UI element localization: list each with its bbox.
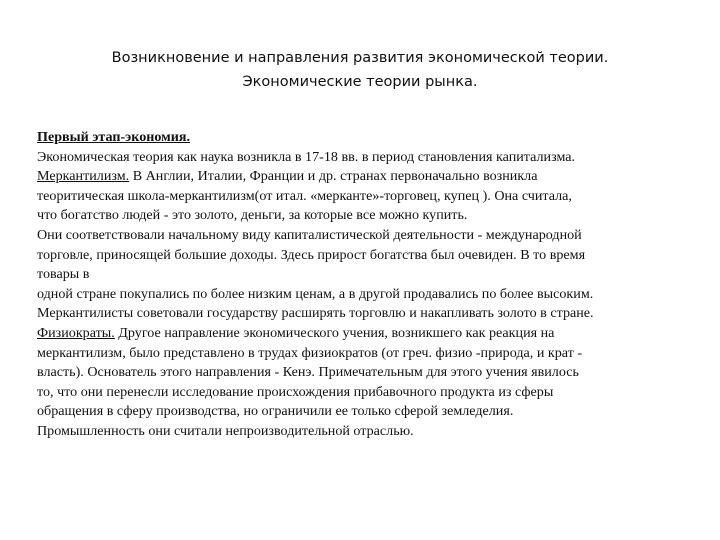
section-heading [37, 128, 687, 148]
text-span: В Англии, Италии, Франции и др. странах первоначально возникла [129, 168, 538, 185]
term-mercantilism: Меркантилизм. [37, 168, 130, 185]
slide-body [37, 128, 687, 442]
heading-text: Первый этап-экономия. [37, 129, 191, 145]
title-line-2: Экономические теории рынка. [242, 74, 478, 90]
text-line: обращения в сферу производства, но ограничили ее только сферой земледелия. [37, 403, 514, 420]
text-line [37, 167, 687, 187]
text-line: то, что они перенесли исследование происхождения прибавочного продукта из сферы [37, 383, 554, 400]
text-line: товары в [37, 266, 90, 283]
slide-title [60, 46, 660, 94]
title-line-1: Возникновение и направления развития экономической теории. [111, 50, 609, 66]
text-line: торговле, приносящей большие доходы. Здесь прирост богатства был очевиден. В то время [37, 246, 586, 263]
text-line: Меркантилисты советовали государству расширять торговлю и накапливать золото в стране. [37, 305, 594, 322]
text-line: теоритическая школа-меркантилизм(от итал. «мерканте»-торговец, купец ). Она считала, [37, 187, 572, 204]
text-line: Промышленность они считали непроизводительной отраслью. [37, 422, 414, 439]
text-line: одной стране покупались по более низким ценам, а в другой продавались по более высоким. [37, 285, 594, 302]
text-line: что богатство людей - это золото, деньги, за которые все можно купить. [37, 207, 468, 224]
text-line [37, 324, 687, 344]
text-span: Другое направление экономического учения, возникшего как реакция на [114, 324, 555, 341]
text-line: власть). Основатель этого направления - Кенэ. Примечательным для этого учения явилось [37, 364, 579, 381]
text-line: Они соответствовали начальному виду капиталистической деятельности - международной [37, 226, 582, 243]
text-line: меркантилизм, было представлено в трудах физиократов (от греч. физио -природа, и крат - [37, 344, 583, 361]
text-line: Экономическая теория как наука возникла в 17-18 вв. в период становления капитализма. [37, 148, 576, 165]
term-physiocrats: Физиократы. [37, 324, 115, 341]
